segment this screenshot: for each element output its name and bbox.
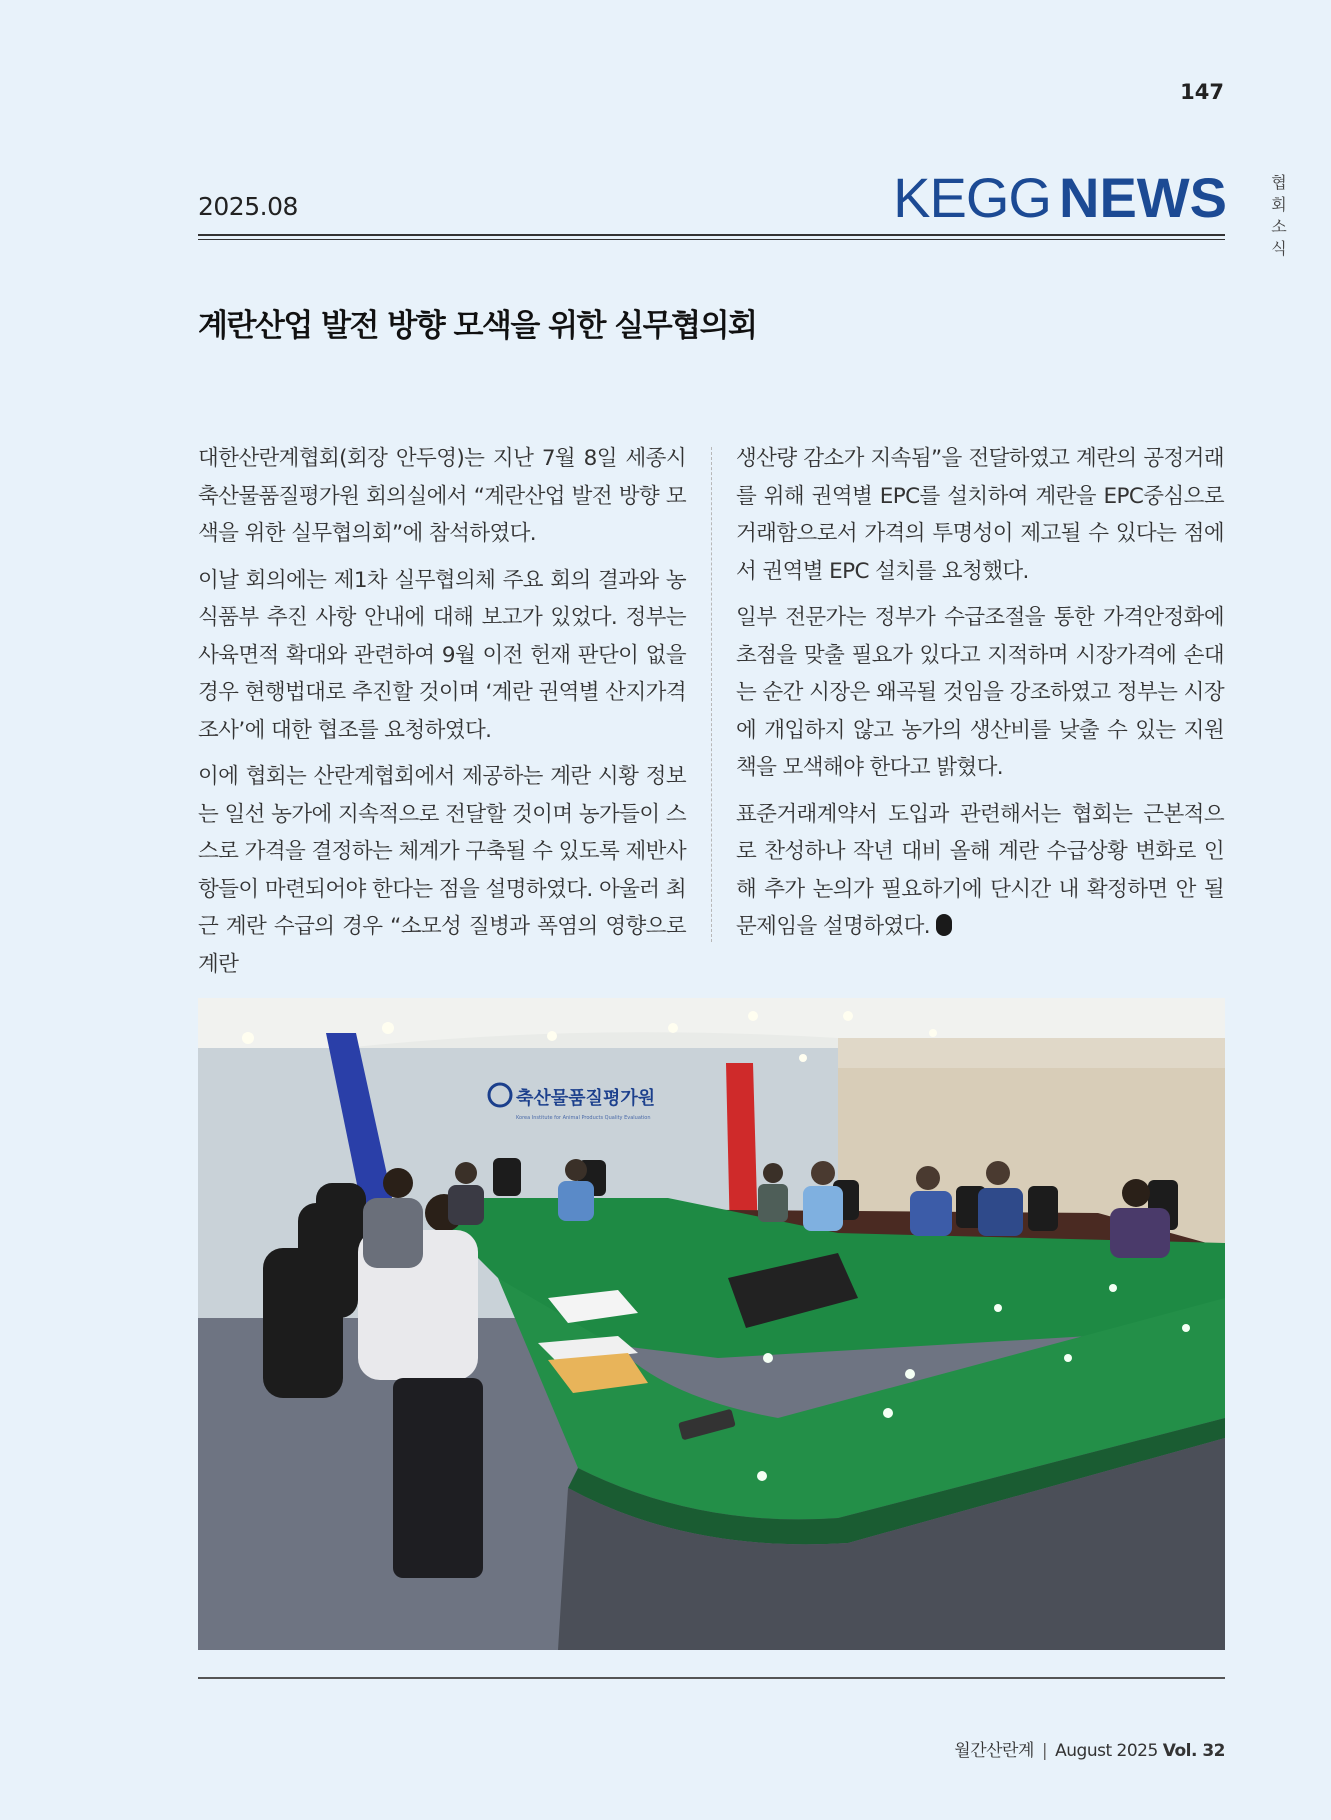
brand-part-news: NEWS xyxy=(1059,166,1227,229)
paragraph xyxy=(736,796,1224,946)
paragraph: 이날 회의에는 제1차 실무협의체 주요 회의 결과와 농식품부 추진 사항 안내에 대해 보고가 있었다. 정부는 사육면적 확대와 관련하여 9월 이전 헌재 판단이 없을 경우 현행법대로 추진할 것이며 ‘계란 권역별 산지가격 조사’에 대한 협조를 요청하였다. xyxy=(198,567,686,743)
page-number: 147 xyxy=(1180,80,1224,104)
footer-volume: Vol. 32 xyxy=(1162,1741,1225,1761)
footer-issue: August 2025 xyxy=(1055,1741,1158,1761)
paragraph-text: 표준거래계약서 도입과 관련해서는 협회는 근본적으로 찬성하나 작년 대비 올해 계란 수급상황 변화로 인해 추가 논의가 필요하기에 단시간 내 확정하면 안 될 문제임을 설명하였다. xyxy=(736,801,1224,939)
paragraph: 이에 협회는 산란계협회에서 제공하는 계란 시황 정보는 일선 농가에 지속적으로 전달할 것이며 농가들이 스스로 가격을 결정하는 체계가 구축될 수 있도록 제반사항들이 마련되어야 한다는 점을 설명하였다. 아울러 최근 계란 수급의 경우 “소모성 질병과 폭염의 영향으로 계란 xyxy=(198,764,686,977)
article-headline: 계란산업 발전 방향 모색을 위한 실무협의회 xyxy=(198,308,757,344)
end-mark-icon xyxy=(936,914,952,936)
header-rule xyxy=(198,234,1225,240)
paragraph: 생산량 감소가 지속됨”을 전달하였고 계란의 공정거래를 위해 권역별 EPC를 설치하여 계란을 EPC중심으로 거래함으로서 가격의 투명성이 제고될 수 있다는 점에서 권역별 EPC 설치를 요청했다. xyxy=(736,446,1224,584)
wall-sign: 축산물품질평가원 xyxy=(516,1088,656,1109)
paragraph: 대한산란계협회(회장 안두영)는 지난 7월 8일 세종시 축산물품질평가원 회의실에서 “계란산업 발전 방향 모색을 위한 실무협의회”에 참석하였다. xyxy=(198,446,686,546)
article-column-left xyxy=(198,440,686,992)
article-column-right xyxy=(736,440,1224,955)
footer-rule xyxy=(198,1677,1225,1679)
footer-magazine: 월간산란계 xyxy=(954,1741,1034,1761)
meeting-photo xyxy=(198,998,1225,1650)
footer: 월간산란계 | August 2025 Vol. 32 xyxy=(954,1741,1225,1761)
column-divider xyxy=(711,447,712,942)
paragraph: 일부 전문가는 정부가 수급조절을 통한 가격안정화에 초점을 맞출 필요가 있다고 지적하며 시장가격에 손대는 순간 시장은 왜곡될 것임을 강조하였고 정부는 시장에 개입하지 않고 농가의 생산비를 낮출 수 있는 지원책을 모색해야 한다고 밝혔다. xyxy=(736,605,1224,780)
issue-date: 2025.08 xyxy=(198,192,298,221)
brand-part-kegg: KEGG xyxy=(893,166,1051,229)
wall-sign-sub: Korea Institute for Animal Products Quality Evaluation xyxy=(516,1115,651,1121)
brand-logo xyxy=(893,166,1227,230)
section-side-label: 협 회 소 식 xyxy=(1271,173,1287,258)
